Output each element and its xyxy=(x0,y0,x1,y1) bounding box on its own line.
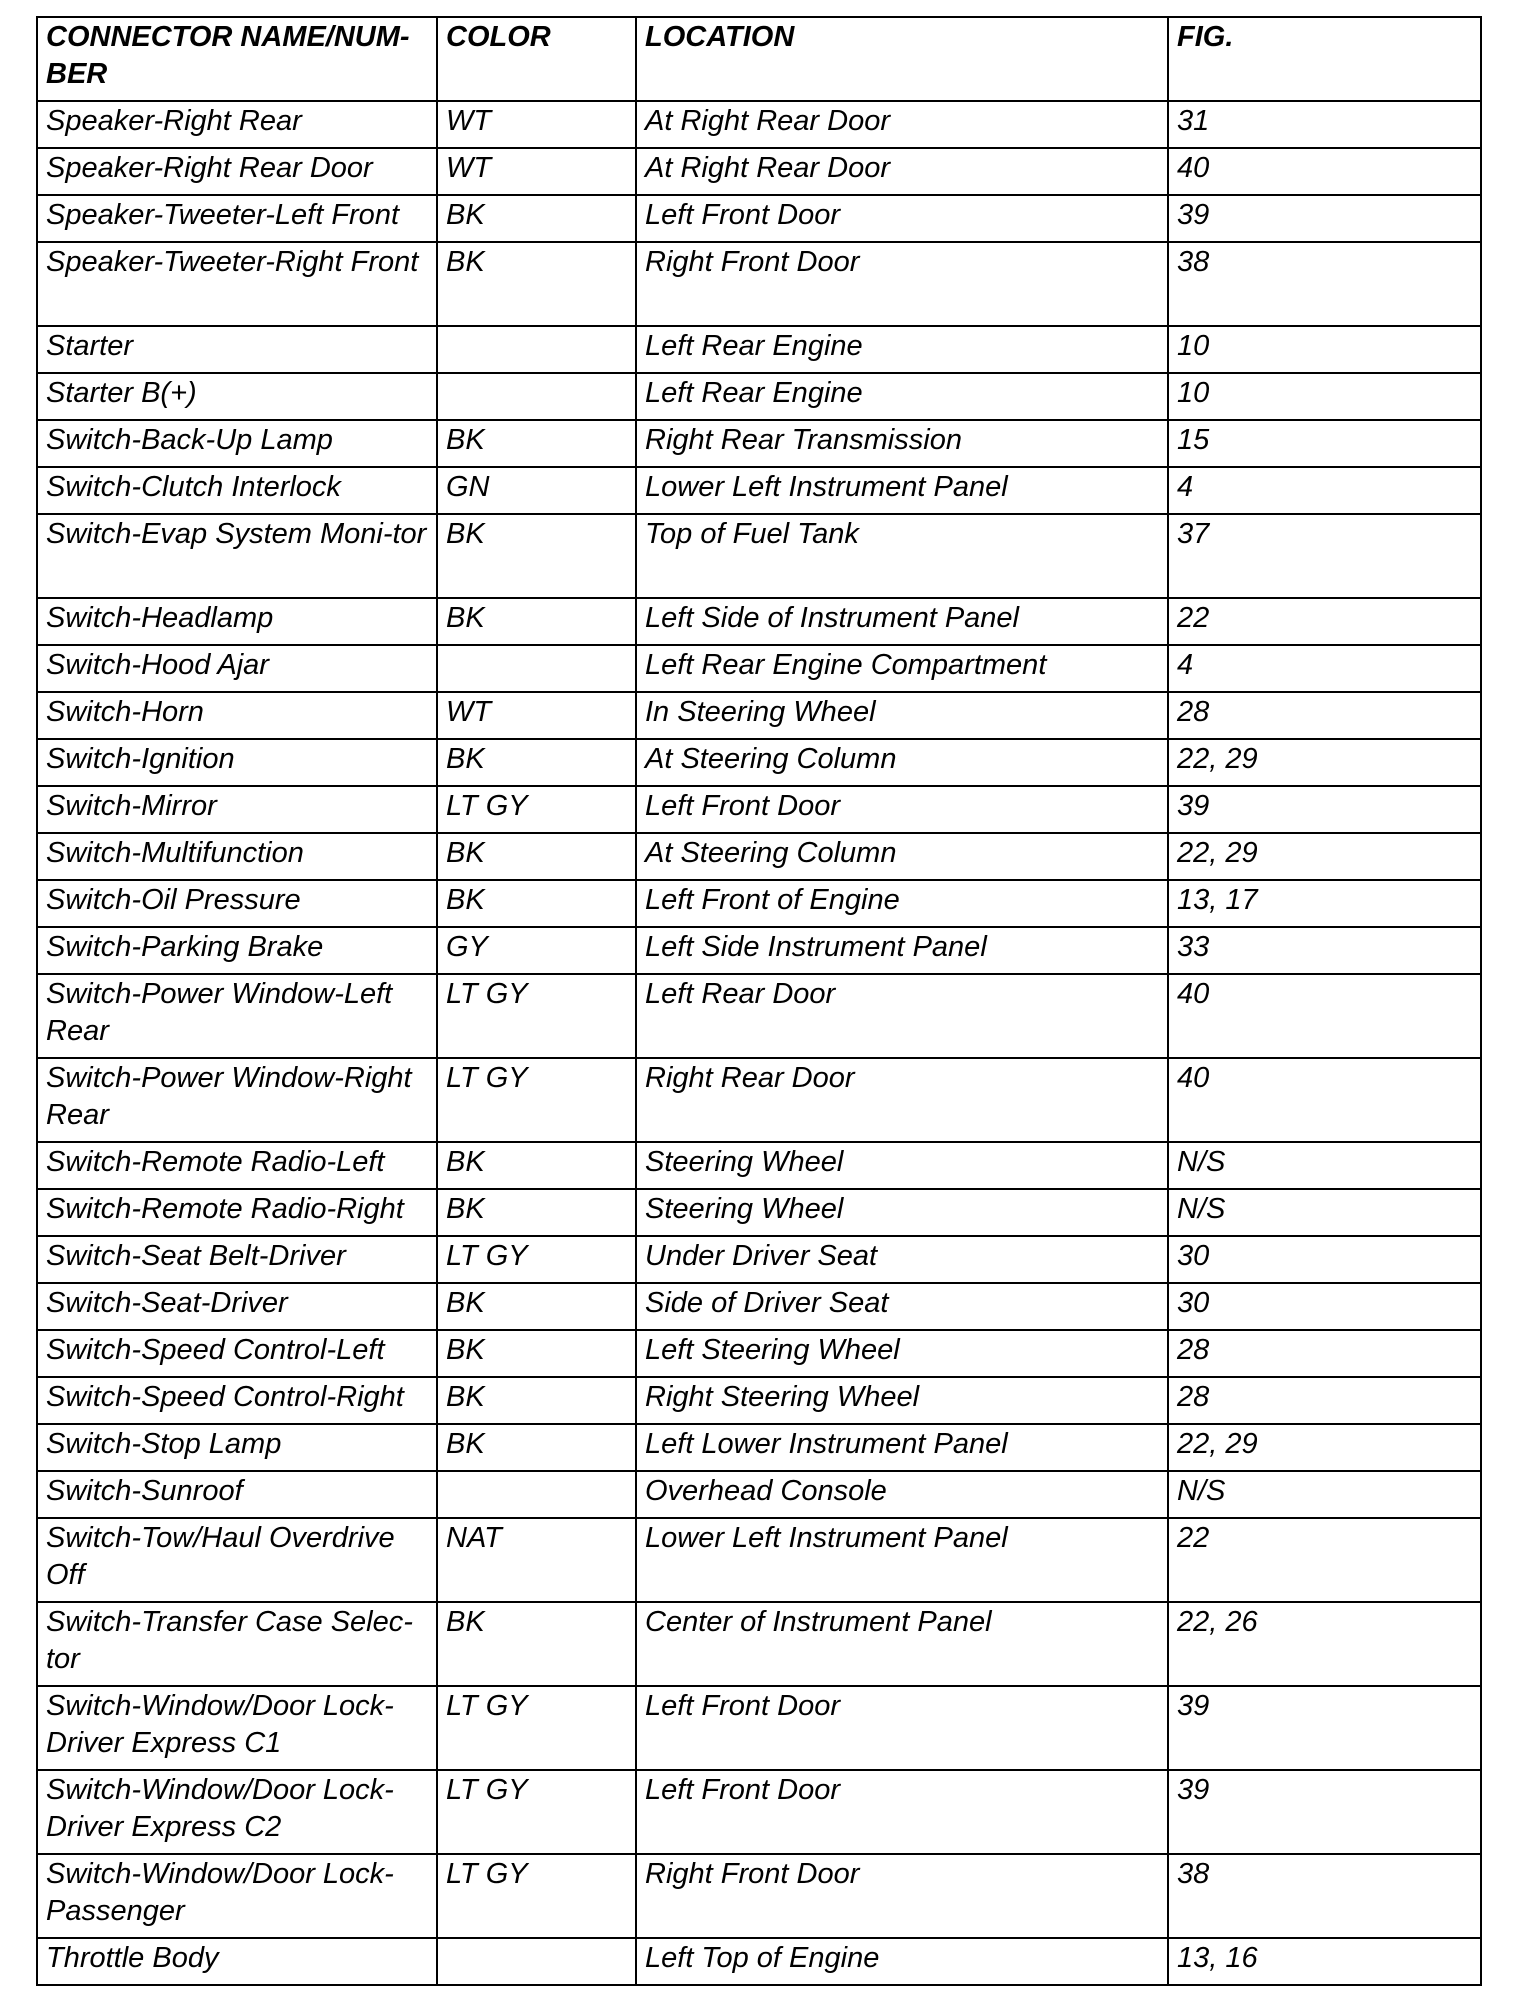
cell-fig: 30 xyxy=(1168,1283,1481,1330)
cell-location: Left Top of Engine xyxy=(636,1938,1168,1985)
cell-location: Left Front Door xyxy=(636,786,1168,833)
cell-fig: 30 xyxy=(1168,1236,1481,1283)
table-row xyxy=(37,1770,1481,1854)
cell-color xyxy=(437,326,636,373)
cell-connector-name: Switch-Back-Up Lamp xyxy=(37,420,437,467)
cell-color: LT GY xyxy=(437,1770,636,1854)
cell-fig: 22, 29 xyxy=(1168,739,1481,786)
table-row xyxy=(37,1283,1481,1330)
cell-connector-name: Speaker-Right Rear xyxy=(37,101,437,148)
cell-fig: 40 xyxy=(1168,974,1481,1058)
cell-color: BK xyxy=(437,598,636,645)
cell-color: NAT xyxy=(437,1518,636,1602)
cell-color: BK xyxy=(437,1377,636,1424)
cell-location: Left Rear Engine xyxy=(636,373,1168,420)
table-row xyxy=(37,467,1481,514)
cell-fig: 33 xyxy=(1168,927,1481,974)
cell-connector-name: Switch-Multifunction xyxy=(37,833,437,880)
table-row xyxy=(37,833,1481,880)
cell-location: Right Rear Door xyxy=(636,1058,1168,1142)
table-row xyxy=(37,1602,1481,1686)
cell-fig: N/S xyxy=(1168,1471,1481,1518)
cell-connector-name: Switch-Remote Radio-Right xyxy=(37,1189,437,1236)
cell-color: WT xyxy=(437,101,636,148)
table-row xyxy=(37,1854,1481,1938)
cell-fig: 10 xyxy=(1168,373,1481,420)
cell-color xyxy=(437,645,636,692)
cell-location: Left Front Door xyxy=(636,1686,1168,1770)
table-row xyxy=(37,786,1481,833)
cell-fig: N/S xyxy=(1168,1142,1481,1189)
cell-fig: 39 xyxy=(1168,1770,1481,1854)
cell-fig: 39 xyxy=(1168,1686,1481,1770)
cell-color: BK xyxy=(437,1602,636,1686)
cell-fig: 28 xyxy=(1168,692,1481,739)
cell-connector-name: Switch-Headlamp xyxy=(37,598,437,645)
header-connector-name: CONNECTOR NAME/NUM-BER xyxy=(37,17,437,101)
cell-color: BK xyxy=(437,1283,636,1330)
cell-fig: 38 xyxy=(1168,242,1481,326)
table-row xyxy=(37,1471,1481,1518)
cell-location: At Steering Column xyxy=(636,833,1168,880)
cell-location: Left Rear Engine Compartment xyxy=(636,645,1168,692)
cell-color: BK xyxy=(437,1189,636,1236)
cell-location: At Right Rear Door xyxy=(636,101,1168,148)
cell-location: Left Front of Engine xyxy=(636,880,1168,927)
cell-location: Left Side of Instrument Panel xyxy=(636,598,1168,645)
table-row xyxy=(37,645,1481,692)
table-row xyxy=(37,420,1481,467)
cell-fig: 28 xyxy=(1168,1330,1481,1377)
cell-fig: 10 xyxy=(1168,326,1481,373)
table-row xyxy=(37,974,1481,1058)
table-row xyxy=(37,1236,1481,1283)
cell-color xyxy=(437,1938,636,1985)
table-row xyxy=(37,1189,1481,1236)
cell-fig: 39 xyxy=(1168,195,1481,242)
cell-fig: 15 xyxy=(1168,420,1481,467)
table-row xyxy=(37,242,1481,326)
cell-connector-name: Switch-Oil Pressure xyxy=(37,880,437,927)
cell-location: Left Rear Engine xyxy=(636,326,1168,373)
cell-location: In Steering Wheel xyxy=(636,692,1168,739)
cell-location: At Right Rear Door xyxy=(636,148,1168,195)
cell-color: BK xyxy=(437,420,636,467)
cell-fig: N/S xyxy=(1168,1189,1481,1236)
cell-fig: 13, 17 xyxy=(1168,880,1481,927)
cell-connector-name: Speaker-Tweeter-Right Front xyxy=(37,242,437,326)
cell-location: Steering Wheel xyxy=(636,1142,1168,1189)
table-row xyxy=(37,326,1481,373)
cell-connector-name: Switch-Transfer Case Selec-tor xyxy=(37,1602,437,1686)
cell-connector-name: Switch-Window/Door Lock-Driver Express C2 xyxy=(37,1770,437,1854)
header-row xyxy=(37,17,1481,101)
cell-location: Steering Wheel xyxy=(636,1189,1168,1236)
cell-connector-name: Switch-Tow/Haul Overdrive Off xyxy=(37,1518,437,1602)
cell-connector-name: Switch-Seat-Driver xyxy=(37,1283,437,1330)
cell-fig: 4 xyxy=(1168,645,1481,692)
cell-color: BK xyxy=(437,195,636,242)
cell-color: LT GY xyxy=(437,974,636,1058)
cell-fig: 13, 16 xyxy=(1168,1938,1481,1985)
table-row xyxy=(37,1142,1481,1189)
cell-connector-name: Speaker-Right Rear Door xyxy=(37,148,437,195)
table-row xyxy=(37,692,1481,739)
cell-fig: 28 xyxy=(1168,1377,1481,1424)
cell-connector-name: Speaker-Tweeter-Left Front xyxy=(37,195,437,242)
cell-connector-name: Switch-Hood Ajar xyxy=(37,645,437,692)
cell-location: Overhead Console xyxy=(636,1471,1168,1518)
cell-fig: 4 xyxy=(1168,467,1481,514)
table-row xyxy=(37,1058,1481,1142)
cell-fig: 37 xyxy=(1168,514,1481,598)
cell-connector-name: Switch-Stop Lamp xyxy=(37,1424,437,1471)
cell-connector-name: Switch-Mirror xyxy=(37,786,437,833)
cell-color xyxy=(437,1471,636,1518)
cell-fig: 22, 29 xyxy=(1168,1424,1481,1471)
cell-fig: 39 xyxy=(1168,786,1481,833)
cell-color xyxy=(437,373,636,420)
cell-location: Side of Driver Seat xyxy=(636,1283,1168,1330)
cell-connector-name: Switch-Remote Radio-Left xyxy=(37,1142,437,1189)
cell-color: LT GY xyxy=(437,1236,636,1283)
cell-location: Left Lower Instrument Panel xyxy=(636,1424,1168,1471)
table-row xyxy=(37,1938,1481,1985)
cell-location: At Steering Column xyxy=(636,739,1168,786)
cell-color: BK xyxy=(437,739,636,786)
cell-connector-name: Switch-Seat Belt-Driver xyxy=(37,1236,437,1283)
cell-connector-name: Switch-Window/Door Lock-Passenger xyxy=(37,1854,437,1938)
table-row xyxy=(37,1686,1481,1770)
cell-connector-name: Switch-Ignition xyxy=(37,739,437,786)
header-fig: FIG. xyxy=(1168,17,1481,101)
cell-fig: 40 xyxy=(1168,148,1481,195)
cell-location: Top of Fuel Tank xyxy=(636,514,1168,598)
cell-location: Left Front Door xyxy=(636,1770,1168,1854)
cell-connector-name: Starter xyxy=(37,326,437,373)
cell-location: Center of Instrument Panel xyxy=(636,1602,1168,1686)
cell-color: BK xyxy=(437,514,636,598)
cell-color: BK xyxy=(437,1424,636,1471)
cell-location: Lower Left Instrument Panel xyxy=(636,467,1168,514)
cell-location: Right Front Door xyxy=(636,1854,1168,1938)
cell-location: Left Side Instrument Panel xyxy=(636,927,1168,974)
cell-color: GN xyxy=(437,467,636,514)
cell-color: BK xyxy=(437,880,636,927)
cell-connector-name: Switch-Window/Door Lock-Driver Express C1 xyxy=(37,1686,437,1770)
cell-location: Left Steering Wheel xyxy=(636,1330,1168,1377)
cell-color: GY xyxy=(437,927,636,974)
table-row xyxy=(37,1518,1481,1602)
cell-connector-name: Starter B(+) xyxy=(37,373,437,420)
table-row xyxy=(37,1377,1481,1424)
table-row xyxy=(37,373,1481,420)
table-row xyxy=(37,598,1481,645)
cell-connector-name: Switch-Evap System Moni-tor xyxy=(37,514,437,598)
cell-color: WT xyxy=(437,148,636,195)
cell-location: Under Driver Seat xyxy=(636,1236,1168,1283)
cell-connector-name: Switch-Speed Control-Left xyxy=(37,1330,437,1377)
cell-fig: 22 xyxy=(1168,598,1481,645)
cell-color: WT xyxy=(437,692,636,739)
cell-connector-name: Switch-Clutch Interlock xyxy=(37,467,437,514)
table-row xyxy=(37,514,1481,598)
table-row xyxy=(37,195,1481,242)
cell-connector-name: Switch-Horn xyxy=(37,692,437,739)
cell-connector-name: Throttle Body xyxy=(37,1938,437,1985)
cell-location: Left Front Door xyxy=(636,195,1168,242)
table-row xyxy=(37,148,1481,195)
cell-location: Right Rear Transmission xyxy=(636,420,1168,467)
table-row xyxy=(37,880,1481,927)
table-row xyxy=(37,1330,1481,1377)
table-row xyxy=(37,927,1481,974)
cell-connector-name: Switch-Sunroof xyxy=(37,1471,437,1518)
table-row xyxy=(37,1424,1481,1471)
cell-connector-name: Switch-Speed Control-Right xyxy=(37,1377,437,1424)
cell-color: BK xyxy=(437,1142,636,1189)
cell-color: BK xyxy=(437,242,636,326)
cell-color: LT GY xyxy=(437,786,636,833)
cell-fig: 40 xyxy=(1168,1058,1481,1142)
cell-connector-name: Switch-Parking Brake xyxy=(37,927,437,974)
cell-fig: 31 xyxy=(1168,101,1481,148)
cell-fig: 38 xyxy=(1168,1854,1481,1938)
cell-fig: 22, 29 xyxy=(1168,833,1481,880)
cell-location: Right Front Door xyxy=(636,242,1168,326)
cell-location: Right Steering Wheel xyxy=(636,1377,1168,1424)
cell-connector-name: Switch-Power Window-Left Rear xyxy=(37,974,437,1058)
cell-color: BK xyxy=(437,1330,636,1377)
cell-fig: 22 xyxy=(1168,1518,1481,1602)
cell-color: LT GY xyxy=(437,1686,636,1770)
table-row xyxy=(37,739,1481,786)
connector-table xyxy=(36,16,1482,1986)
cell-location: Left Rear Door xyxy=(636,974,1168,1058)
header-color: COLOR xyxy=(437,17,636,101)
cell-fig: 22, 26 xyxy=(1168,1602,1481,1686)
cell-color: BK xyxy=(437,833,636,880)
cell-location: Lower Left Instrument Panel xyxy=(636,1518,1168,1602)
cell-color: LT GY xyxy=(437,1854,636,1938)
header-location: LOCATION xyxy=(636,17,1168,101)
table-row xyxy=(37,101,1481,148)
cell-connector-name: Switch-Power Window-Right Rear xyxy=(37,1058,437,1142)
cell-color: LT GY xyxy=(437,1058,636,1142)
